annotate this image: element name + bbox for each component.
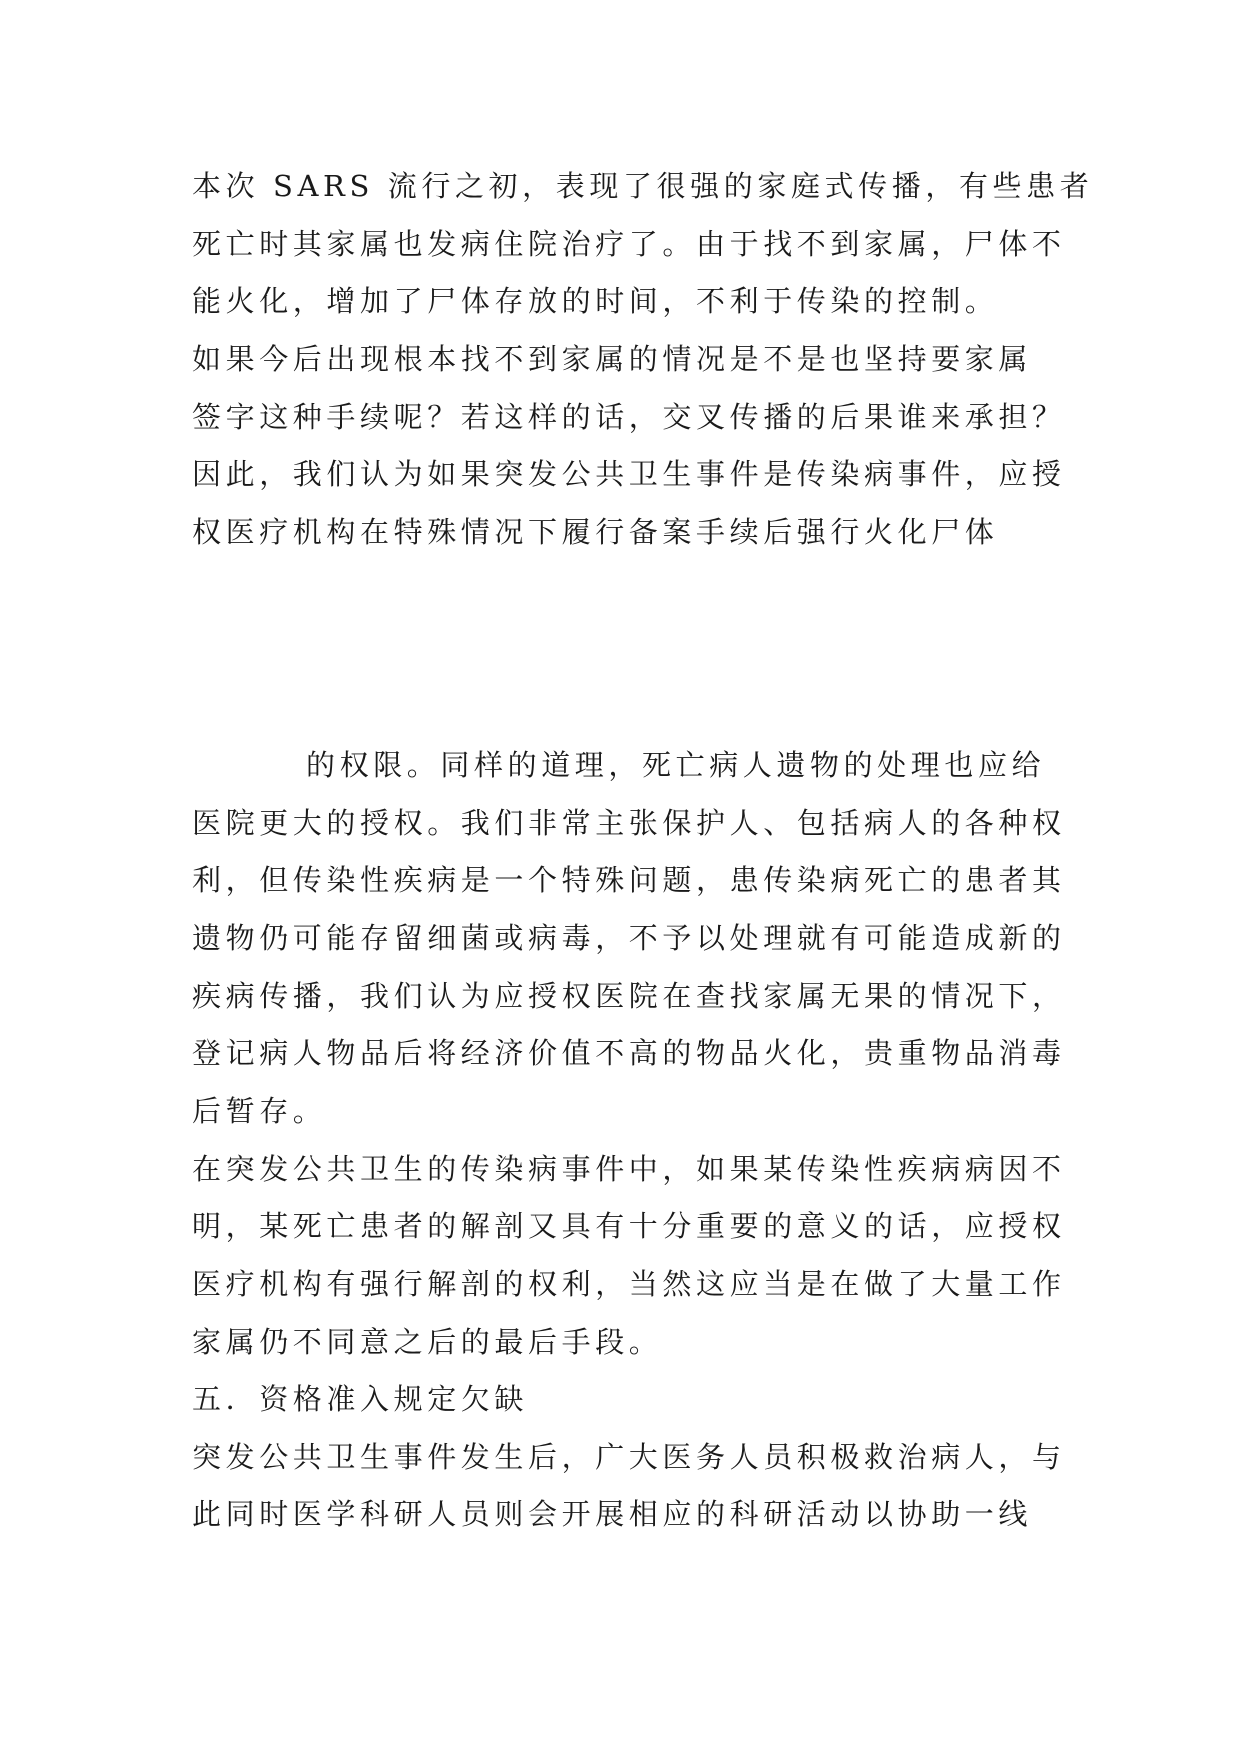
text-line: 死亡时其家属也发病住院治疗了。由于找不到家属，尸体不 — [192, 227, 1066, 261]
text-line: 利，但传染性疾病是一个特殊问题，患传染病死亡的患者其 — [192, 863, 1066, 897]
text-line: 本次 SARS 流行之初，表现了很强的家庭式传播，有些患者 — [192, 169, 1094, 203]
text-line: 家属仍不同意之后的最后手段。 — [192, 1325, 663, 1359]
text-line: 如果今后出现根本找不到家属的情况是不是也坚持要家属 — [192, 342, 1033, 376]
text-line: 后暂存。 — [192, 1094, 327, 1128]
text-line: 医院更大的授权。我们非常主张保护人、包括病人的各种权 — [192, 806, 1066, 840]
text-line: 在突发公共卫生的传染病事件中，如果某传染性疾病病因不 — [192, 1152, 1066, 1186]
text-line: 的权限。同样的道理，死亡病人遗物的处理也应给 — [306, 748, 1046, 782]
text-line: 遗物仍可能存留细菌或病毒，不予以处理就有可能造成新的 — [192, 921, 1066, 955]
text-line: 明，某死亡患者的解剖又具有十分重要的意义的话，应授权 — [192, 1209, 1066, 1243]
text-line: 此同时医学科研人员则会开展相应的科研活动以协助一线 — [192, 1497, 1033, 1531]
text-line: 能火化，增加了尸体存放的时间，不利于传染的控制。 — [192, 284, 999, 318]
text-line: 登记病人物品后将经济价值不高的物品火化，贵重物品消毒 — [192, 1036, 1066, 1070]
text-line: 因此，我们认为如果突发公共卫生事件是传染病事件，应授 — [192, 457, 1066, 491]
text-line: 疾病传播，我们认为应授权医院在查找家属无果的情况下， — [192, 979, 1066, 1013]
section-heading: 五．资格准入规定欠缺 — [192, 1382, 529, 1416]
text-line: 医疗机构有强行解剖的权利，当然这应当是在做了大量工作 — [192, 1267, 1066, 1301]
text-line: 权医疗机构在特殊情况下履行备案手续后强行火化尸体 — [192, 515, 999, 549]
text-line: 签字这种手续呢？若这样的话，交叉传播的后果谁来承担？ — [192, 400, 1066, 434]
text-line: 突发公共卫生事件发生后，广大医务人员积极救治病人，与 — [192, 1440, 1066, 1474]
